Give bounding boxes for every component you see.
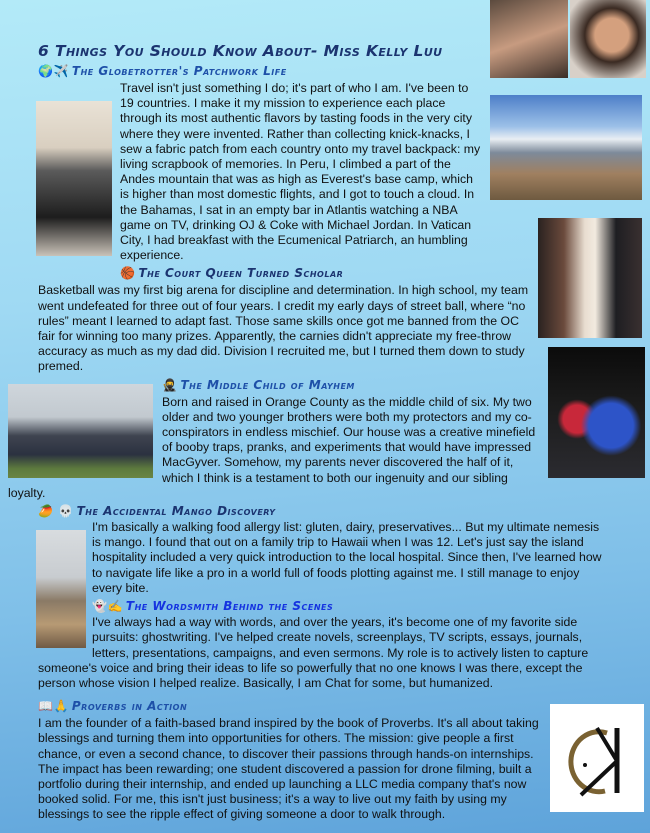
book-pray-icon: 📖🙏 [38, 699, 69, 714]
ghost-writing-icon: 👻✍️ [92, 599, 123, 614]
heading-text: The Wordsmith Behind the Scenes [125, 599, 334, 614]
basketball-icon: 🏀 [120, 266, 136, 281]
ninja-icon: 🥷 [162, 377, 178, 392]
section-mango-wordsmith [38, 504, 608, 691]
section-heading-mango [38, 504, 608, 519]
section-heading-wordsmith [38, 599, 608, 614]
heading-text: The Accidental Mango Discovery [76, 504, 276, 519]
heading-text: The Middle Child of Mayhem [180, 377, 355, 392]
beach-dog-photo [36, 530, 86, 648]
section-body-globetrotter: Travel isn't just something I do; it's part of who I am. I've been to 19 countries. I make it my mission to experience each place through its most authentic flavors by tasting foods in the very city where they were invented. Rather than collecting knick-knacks, I sew a fabric patch from each country onto my travel backpack: my living scrapbook of memories. In Peru, I climbed a part of the Andes mountain that was as high as Everest's base camp, which is higher than most domestic flights, and I got to touch a cloud. In the Bahamas, I sat in an empty bar in Atlantis watching a NBA game on TV, drinking OJ & Coke with Michael Jordan. In Vatican City, I had breakfast with the Ecumenical Patriarch, an humbling experience. [120, 81, 481, 263]
section-middle-child [8, 378, 544, 501]
heading-text: The Court Queen Turned Scholar [138, 266, 344, 281]
section-body-proverbs: I am the founder of a faith-based brand inspired by the book of Proverbs. It's all about taking blessings and turning them into opportunities for others. The mission: give people a first chance, or even a second chance, to discover their passions through hands-on internships. The impact has been rewarding; one student discovered a passion for drone filming, built a portfolio during their internship, and ended up launching a LLC media company that's now booked solid. For me, this isn't just business; it's a way to live out my faith by using my blessings to see the ripple effect of giving someone a door to walk through. [38, 716, 539, 822]
page-title: 6 Things You Should Know About- Miss Kelly Luu [38, 42, 443, 60]
section-body-middle-child: Born and raised in Orange County as the middle child of six. My two older and two younger brothers were both my protectors and my co-conspirators in endless mischief. Our house was a creative minefield of booby traps, pranks, and experiments that would have impressed MacGyver. Somehow, my parents never discovered the half of it, which I think is a testament to both our ingenuity and our sibling loyalty. [8, 394, 536, 500]
section-body-wordsmith: I've always had a way with words, and over the years, it's become one of my favorite side pursuits: ghostwriting. I've helped create novels, screenplays, TV scripts, essays, journals, letters, presentations, campaigns, and even sermons. My role is to actively listen to capture someone's voice and bring their ideas to life so powerfully that no one knows I was there, except the person whose vision I helped realize. Basically, I am Chat for some, but humanized. [38, 615, 589, 690]
brand-logo [550, 704, 644, 812]
mango-skull-icon: 🥭 💀 [38, 504, 74, 519]
section-body-court-queen: Basketball was my first big arena for discipline and determination. In high school, my team went undefeated for three out of four years. I credit my early days of street ball, where “no rules” meant I learned to adapt fast. Those same skills once got me banned from the OC fair for winning too many prizes. Apparently, the carnies didn't appreciate my free-throw accuracy as much as my dad did. Division I recruited me, but I turned them down to study premed. [38, 283, 529, 374]
heading-text: The Globetrotter's Patchwork Life [71, 64, 287, 78]
globe-plane-icon: 🌍✈️ [38, 64, 69, 78]
family-photo [8, 384, 153, 478]
section-heading-court-queen [120, 266, 650, 281]
section-body-mango: I'm basically a walking food allergy list: gluten, dairy, preservatives... But my ultimate nemesis is mango. I found that out on a family trip to Hawaii when I was 12. Let's just say the island hospitality included a very quick introduction to the local hospital. Since then, I've learned how to navigate life like a pro in a world full of foods plotting against me. I still manage to enjoy every bite. [92, 520, 602, 595]
section-proverbs [38, 699, 646, 822]
section-heading-globetrotter [38, 64, 650, 79]
heading-text: Proverbs in Action [71, 699, 188, 714]
gk-logo-icon [557, 713, 637, 803]
